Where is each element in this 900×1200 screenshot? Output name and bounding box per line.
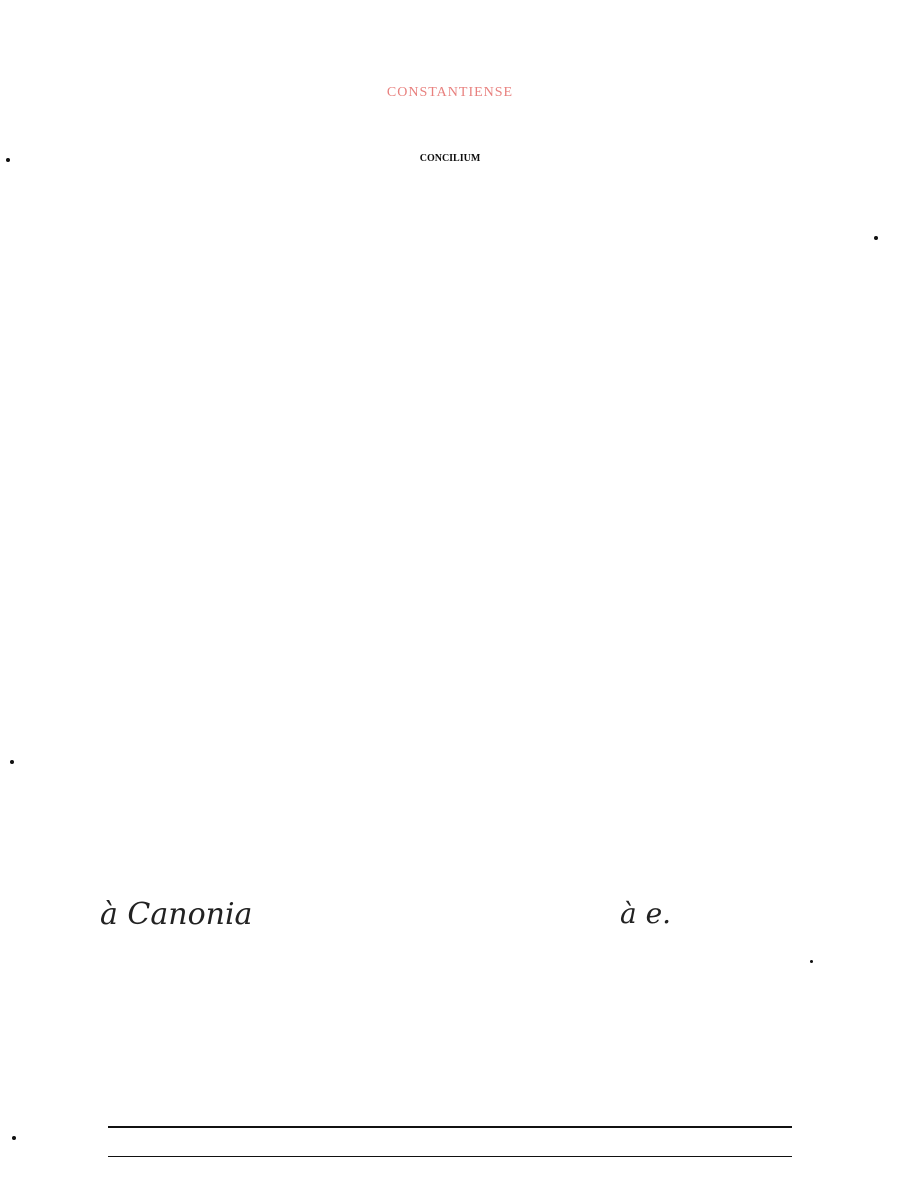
rule-top [108,1126,792,1128]
handwritten-note-right: à e. [620,897,672,930]
scan-speck [810,960,813,963]
title-line-concilium: CONCILIUM [419,153,481,164]
scan-speck [6,158,10,162]
handwritten-note-left: à Canonia [100,897,253,932]
rule-middle [108,1156,792,1157]
scan-speck [10,760,14,764]
title-line-constantiense: CONSTANTIENSE [386,85,514,100]
scan-speck [12,1136,16,1140]
scan-speck [874,236,878,240]
